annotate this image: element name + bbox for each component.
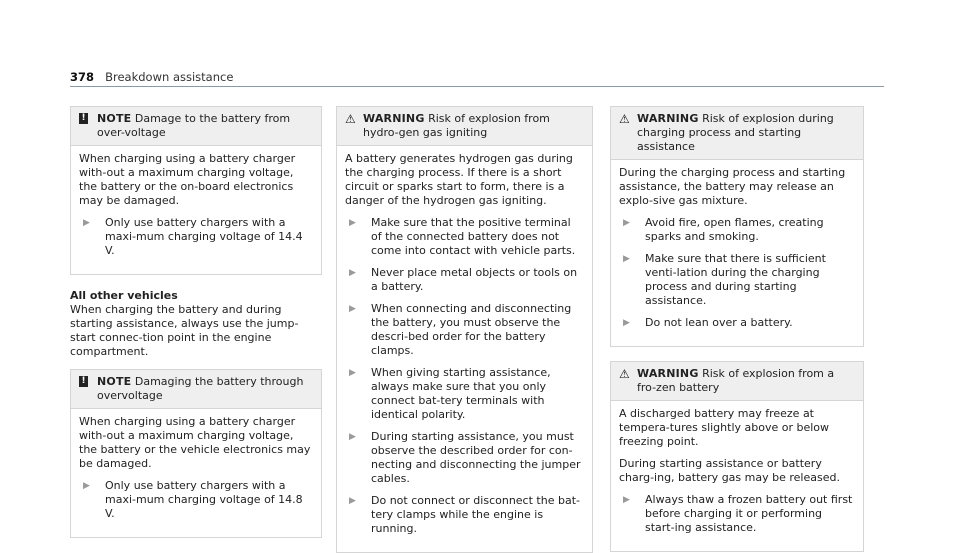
column-right — [610, 106, 864, 552]
list-item — [345, 430, 584, 486]
column-middle — [336, 106, 593, 553]
notice-box-overvoltage-14-8 — [70, 369, 322, 538]
notice-title: Damaging the battery through overvoltage — [97, 375, 304, 402]
header-divider — [70, 86, 884, 87]
arrow-right-icon: ▶ — [349, 304, 356, 314]
section-heading: All other vehicles — [70, 289, 178, 302]
list-item — [619, 316, 855, 330]
page-header — [70, 66, 233, 84]
warning-header — [611, 362, 863, 401]
warning-label: WARNING — [637, 367, 699, 380]
list-item — [79, 479, 313, 521]
list-item-text: During starting assistance, you must observe the described order for con-necting and disconnecting the jumper cables. — [371, 430, 581, 485]
list-item-text: When giving starting assistance, always make sure that you only connect bat-tery terminals with identical polarity. — [371, 366, 551, 421]
page-number: 378 — [70, 70, 95, 84]
list-item — [345, 302, 584, 358]
arrow-right-icon: ▶ — [623, 318, 630, 328]
warning-box-charging — [610, 106, 864, 347]
arrow-right-icon: ▶ — [623, 254, 630, 264]
section-title: Breakdown assistance — [105, 70, 234, 84]
section-text: When charging the battery and during starting assistance, always use the jump-start connec-tion point in the engine compartment. — [70, 303, 299, 358]
arrow-right-icon: ▶ — [349, 496, 356, 506]
list-item — [345, 366, 584, 422]
list-item — [619, 216, 855, 244]
warning-text: A battery generates hydrogen gas during the charging process. If there is a short circuit or sparks start to form, there is a danger of the hydrogen gas igniting. — [345, 152, 573, 207]
list-item — [619, 493, 855, 535]
arrow-right-icon: ▶ — [349, 432, 356, 442]
arrow-right-icon: ▶ — [349, 218, 356, 228]
warning-triangle-icon: ⚠ — [619, 367, 630, 381]
list-item-text: Do not connect or disconnect the bat-tery clamps while the engine is running. — [371, 494, 580, 535]
list-item — [79, 216, 313, 258]
warning-title: Risk of explosion from a fro-zen battery — [637, 367, 835, 394]
warning-title: Risk of explosion from hydro-gen gas igniting — [363, 112, 550, 139]
list-item-text: Always thaw a frozen battery out first before charging it or performing start-ing assistance. — [645, 493, 853, 534]
arrow-right-icon: ▶ — [349, 268, 356, 278]
notice-label: NOTE — [97, 112, 132, 125]
warning-triangle-icon: ⚠ — [619, 112, 630, 126]
arrow-right-icon: ▶ — [623, 218, 630, 228]
notice-box-overvoltage-14-4 — [70, 106, 322, 275]
warning-title: Risk of explosion during charging process and starting assistance — [637, 112, 834, 153]
list-item-text: Only use battery chargers with a maxi-mum charging voltage of 14.4 V. — [105, 216, 303, 257]
warning-label: WARNING — [637, 112, 699, 125]
warning-header — [337, 107, 592, 146]
list-item-text: Only use battery chargers with a maxi-mum charging voltage of 14.8 V. — [105, 479, 303, 520]
warning-box-frozen-battery — [610, 361, 864, 552]
notice-text: When charging using a battery charger with-out a maximum charging voltage, the battery or the on-board electronics may be damaged. — [79, 152, 296, 207]
arrow-right-icon: ▶ — [83, 481, 90, 491]
arrow-right-icon: ▶ — [349, 368, 356, 378]
warning-header — [611, 107, 863, 160]
list-item-text: When connecting and disconnecting the battery, you must observe the descri-bed order for the battery clamps. — [371, 302, 572, 357]
list-item-text: Never place metal objects or tools on a battery. — [371, 266, 578, 293]
list-item — [345, 494, 584, 536]
warning-label: WARNING — [363, 112, 425, 125]
list-item — [345, 216, 584, 258]
list-item — [345, 266, 584, 294]
list-item-text: Avoid fire, open flames, creating sparks and smoking. — [645, 216, 824, 243]
warning-text: A discharged battery may freeze at tempera-tures slightly above or below freezing point. — [619, 407, 830, 448]
notice-icon: ! — [79, 113, 88, 124]
warning-text: During the charging process and starting assistance, the battery may release an explo-sive gas mixture. — [619, 166, 846, 207]
list-item-text: Make sure that the positive terminal of the connected battery does not come into contact with vehicle parts. — [371, 216, 576, 257]
notice-title: Damage to the battery from over-voltage — [97, 112, 291, 139]
list-item-text: Do not lean over a battery. — [645, 316, 793, 329]
warning-box-hydrogen — [336, 106, 593, 553]
warning-text: During starting assistance or battery charg-ing, battery gas may be released. — [619, 457, 840, 484]
notice-header — [71, 107, 321, 146]
notice-header — [71, 370, 321, 409]
arrow-right-icon: ▶ — [623, 495, 630, 505]
list-item — [619, 252, 855, 308]
warning-triangle-icon: ⚠ — [345, 112, 356, 126]
arrow-right-icon: ▶ — [83, 218, 90, 228]
notice-icon: ! — [79, 376, 88, 387]
column-left — [70, 106, 322, 538]
notice-text: When charging using a battery charger with-out a maximum charging voltage, the battery or the vehicle electronics may be damaged. — [79, 415, 311, 470]
list-item-text: Make sure that there is sufficient venti-lation during the charging process and during starting assistance. — [645, 252, 826, 307]
notice-label: NOTE — [97, 375, 132, 388]
